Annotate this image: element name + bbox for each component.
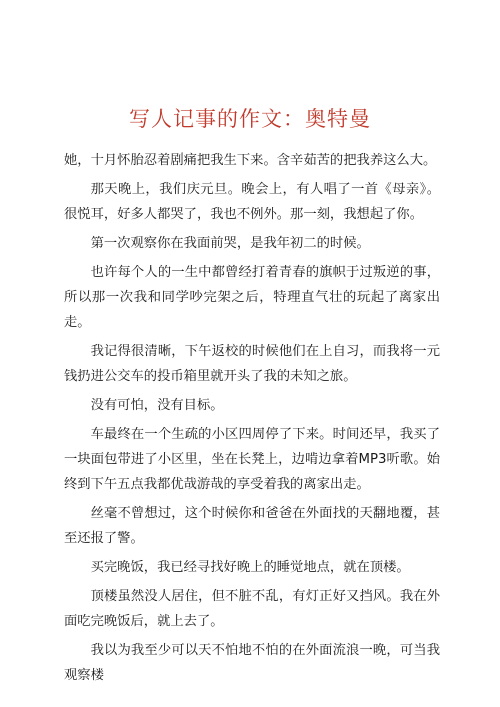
paragraph: 车最终在一个生疏的小区四周停了下来。时间还早，我买了一块面包带进了小区里，坐在长凳上，边啃边拿着MP3听歌。始终到下午五点我都优哉游哉的享受着我的离家出走。 — [64, 427, 440, 492]
paragraph: 没有可怕，没有目标。 — [90, 398, 224, 413]
document-title: 写人记事的作文：奥特曼 — [129, 107, 371, 131]
paragraph: 她，十月怀胎忍着剧痛把我生下来。含辛茹苦的把我养这么大。 — [64, 153, 437, 168]
paragraph: 我以为我至少可以天不怕地不怕的在外面流浪一晚，可当我观察楼 — [64, 643, 440, 683]
paragraph: 丝毫不曾想过，这个时候你和爸爸在外面找的天翻地覆，甚至还报了警。 — [64, 506, 440, 546]
paragraph: 我记得很清晰，下午返校的时候他们在上自习，而我将一元钱扔进公交车的投币箱里就开头了我的未知之旅。 — [64, 344, 440, 384]
paragraph: 那天晚上，我们庆元旦。晚会上，有人唱了一首《母亲》。很悦耳，好多人都哭了，我也不例外。那一刻，我想起了你。 — [64, 182, 440, 222]
document-body — [64, 148, 440, 692]
paragraph: 买完晚饭，我已经寻找好晚上的睡觉地点，就在顶楼。 — [90, 560, 410, 575]
paragraph: 顶楼虽然没人居住，但不脏不乱，有灯正好又挡风。我在外面吃完晚饭后，就上去了。 — [64, 589, 440, 629]
paragraph: 第一次观察你在我面前哭，是我年初二的时候。 — [90, 236, 370, 251]
paragraph: 也许每个人的一生中都曾经打着青春的旗帜于过叛逆的事，所以那一次我和同学吵完架之后，特理直气壮的玩起了离家出走。 — [64, 265, 440, 330]
